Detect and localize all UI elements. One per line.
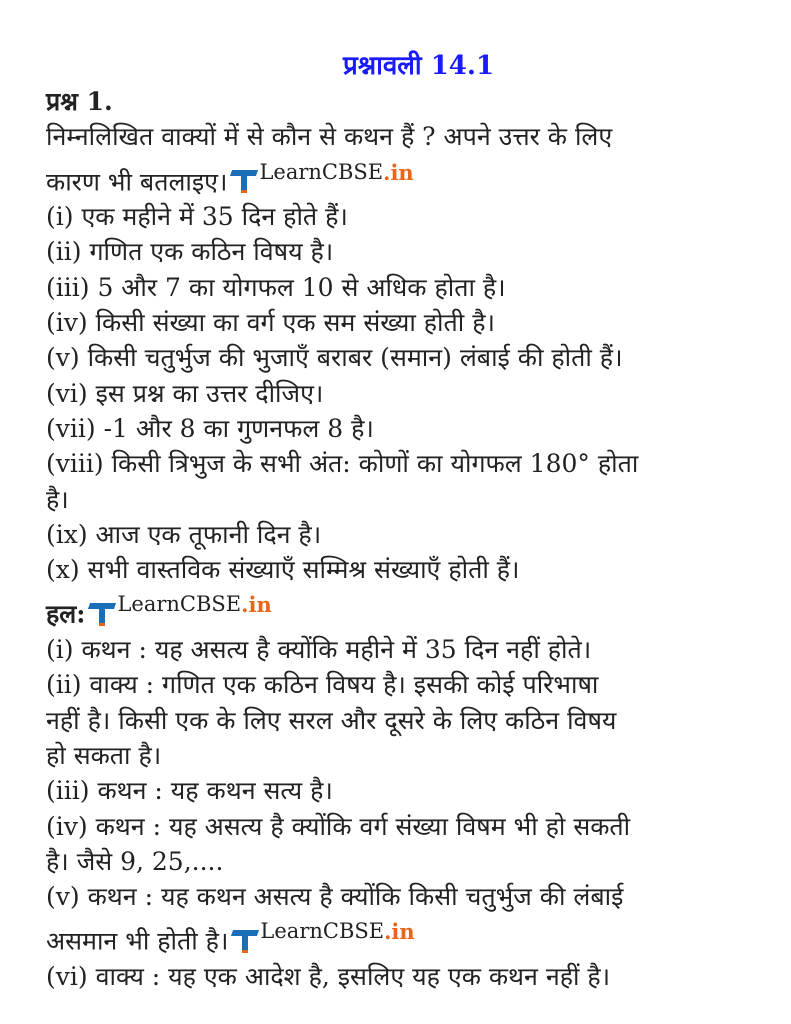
solution-item: नहीं है। किसी एक के लिए सरल और दूसरे के लिए कठिन विषय <box>46 705 617 735</box>
solution-item <box>46 914 751 959</box>
learncbse-logo <box>231 155 413 190</box>
question-item: (iii) 5 और 7 का योगफल 10 से अधिक होता है। <box>46 272 506 302</box>
solution-item: (i) कथन : यह असत्य है क्योंकि महीने में 35 दिन नहीं होते। <box>46 635 592 665</box>
solution-text-part: असमान भी होती है। <box>46 926 229 956</box>
logo-text: LearnCBSE <box>117 592 242 617</box>
question-item: है। <box>46 484 69 514</box>
question-text: निम्नलिखित वाक्यों में से कौन से कथन हैं ? अपने उत्तर के लिए <box>46 122 613 152</box>
solution-heading <box>46 587 751 632</box>
graduation-cap-icon <box>231 168 257 190</box>
question-item: (vi) इस प्रश्न का उत्तर दीजिए। <box>46 378 324 408</box>
solution-item: है। जैसे 9, 25,.... <box>46 846 224 876</box>
question-text-part: कारण भी बतलाइए। <box>46 166 228 196</box>
logo-suffix: .in <box>384 919 415 945</box>
question-item: (ii) गणित एक कठिन विषय है। <box>46 237 334 267</box>
solution-label: हल: <box>46 599 86 629</box>
question-label: प्रश्न 1. <box>46 87 113 116</box>
question-item: (iv) किसी संख्या का वर्ग एक सम संख्या होती है। <box>46 308 495 338</box>
solution-item: (v) कथन : यह कथन असत्य है क्योंकि किसी चतुर्भुज की लंबाई <box>46 882 624 912</box>
learncbse-logo <box>89 587 271 622</box>
solution-item: हो सकता है। <box>46 740 162 770</box>
question-item: (vii) -1 और 8 का गुणनफल 8 है। <box>46 413 374 443</box>
question-text <box>46 155 751 200</box>
question-item: (viii) किसी त्रिभुज के सभी अंत: कोणों का योगफल 180° होता <box>46 449 639 479</box>
logo-suffix: .in <box>383 159 414 185</box>
logo-text: LearnCBSE <box>260 919 385 944</box>
exercise-title: प्रश्नावली 14.1 <box>342 51 495 81</box>
solution-item: (iii) कथन : यह कथन सत्य है। <box>46 776 333 806</box>
solution-item: (ii) वाक्य : गणित एक कठिन विषय है। इसकी कोई परिभाषा <box>46 670 599 700</box>
logo-text: LearnCBSE <box>259 159 384 184</box>
question-item: (i) एक महीने में 35 दिन होते हैं। <box>46 202 348 232</box>
logo-suffix: .in <box>241 592 272 618</box>
question-item: (x) सभी वास्तविक संख्याएँ सम्मिश्र संख्याएँ होती हैं। <box>46 555 520 585</box>
solution-item: (iv) कथन : यह असत्य है क्योंकि वर्ग संख्या विषम भी हो सकती <box>46 811 631 841</box>
question-item: (ix) आज एक तूफानी दिन है। <box>46 519 322 549</box>
solution-item: (vi) वाक्य : यह एक आदेश है, इसलिए यह एक कथन नहीं है। <box>46 962 611 992</box>
learncbse-logo <box>232 914 414 949</box>
graduation-cap-icon <box>89 601 115 623</box>
question-item: (v) किसी चतुर्भुज की भुजाएँ बराबर (समान) लंबाई की होती हैं। <box>46 343 623 373</box>
graduation-cap-icon <box>232 928 258 950</box>
